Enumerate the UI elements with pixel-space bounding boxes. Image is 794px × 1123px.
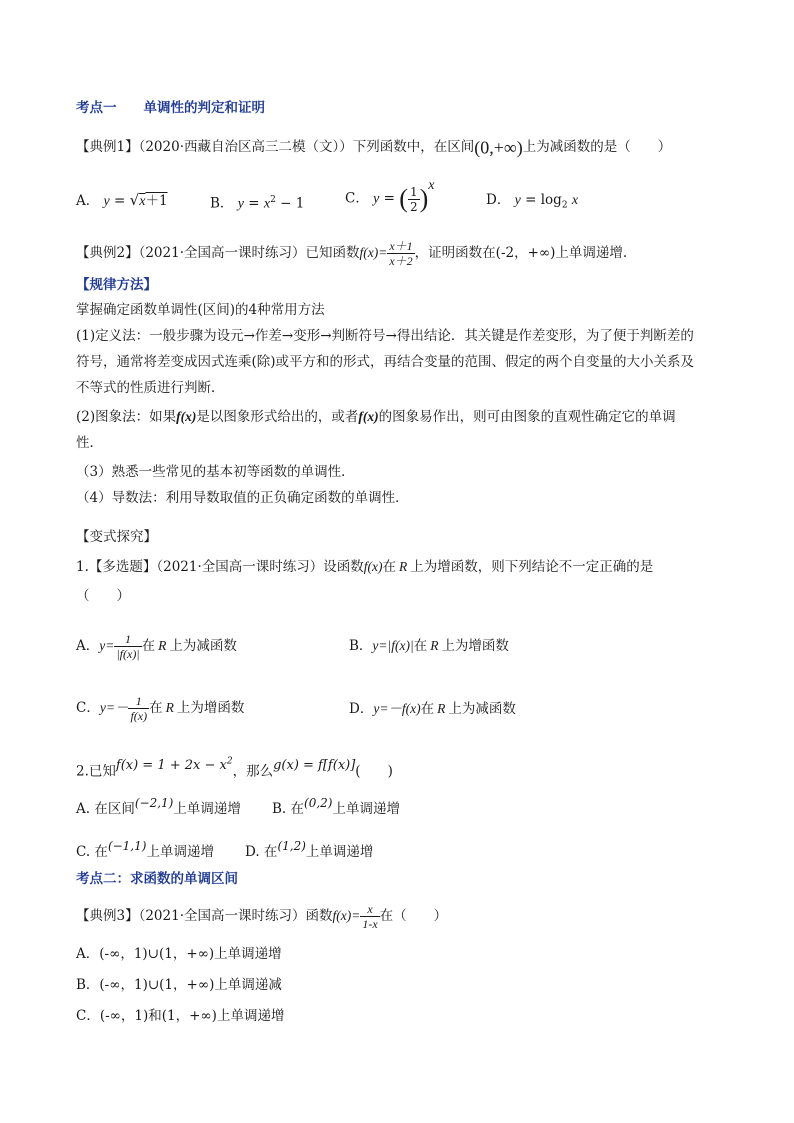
example-tag: 【典例1】 xyxy=(76,139,139,155)
method-p1-line3: 不等式的性质进行判断． xyxy=(76,380,225,396)
variant-q1-option-c[interactable]: C．y=－ $\frac{1}{f(x)}$ 在 R 上为增函数 xyxy=(76,694,245,723)
example-2-stem: 【典例2】（2021·全国高一课时练习）已知函数f(x)= $\frac{x+1}{x+2}$ ，证明函数在(-2，+∞)上单调递增. xyxy=(76,239,628,268)
example-1-stem: 【典例1】（2020·西藏自治区高三二模（文））下列函数中，在区间(0,+∞)上为减函数的是（ ） xyxy=(76,137,672,158)
method-heading: 【规律方法】 xyxy=(76,277,157,293)
section-title-1: 考点一 单调性的判定和证明 xyxy=(76,100,265,116)
variant-q1-option-d[interactable]: D．y=－f(x)在 R 上为减函数 xyxy=(349,701,516,717)
example-3-option-c[interactable]: C．(-∞，1)和(1，+∞)上单调递增 xyxy=(76,1008,285,1024)
method-p2-line1: (2)图象法：如果f(x)是以图象形式给出的，或者f(x)的图象易作出，则可由图象的直观性确定它的单调 xyxy=(76,409,676,425)
example-tag: 【典例3】 xyxy=(76,908,139,924)
variant-heading: 【变式探究】 xyxy=(76,529,157,545)
variant-q2-option-a[interactable]: A. 在区间(−2,1)上单调递增 xyxy=(76,796,241,817)
example-1-option-c[interactable]: C． y = ( $\frac{1}{2}$ )$^x$ xyxy=(345,178,435,214)
variant-q1-option-a[interactable]: A．y= $\frac{1}{|f(x)|}$ 在 R 上为减函数 xyxy=(76,632,237,661)
variant-q1-stem: 1.【多选题】（2021·全国高一课时练习）设函数f(x)在 R 上为增函数，则下列结论不一定正确的是 xyxy=(76,559,654,575)
example-1-option-a[interactable]: A． y = √x＋1 xyxy=(76,191,168,209)
example-3-option-b[interactable]: B．(-∞，1)∪(1，+∞)上单调递减 xyxy=(76,977,282,993)
example-1-option-b[interactable]: B． $y = x^2 - 1$ xyxy=(210,195,305,212)
example-3-option-a[interactable]: A．(-∞，1)∪(1，+∞)上单调递增 xyxy=(76,946,282,962)
variant-q1-paren: （ ） xyxy=(76,588,130,604)
variant-q2-stem: 2.已知$f(x) = 1 + 2x - x^2$，那么g(x) = f[f(x)]( ) xyxy=(76,757,393,780)
variant-q1-option-b[interactable]: B．y=|f(x)|在 R 上为增函数 xyxy=(349,638,509,654)
variant-q2-option-b[interactable]: B. 在(0,2)上单调递增 xyxy=(272,796,400,817)
method-p1-line2: 符号，通常将差变成因式连乘(除)或平方和的形式，再结合变量的范围、假定的两个自变量的大小关系及 xyxy=(76,354,695,370)
method-p2-line2: 性． xyxy=(76,435,103,451)
method-intro: 掌握确定函数单调性(区间)的4种常用方法 xyxy=(76,302,325,318)
example-1-option-d[interactable]: D． $y = \log_2 x$ xyxy=(486,192,579,211)
interval: (0,+∞) xyxy=(474,137,523,158)
example-3-stem: 【典例3】（2021·全国高一课时练习）函数f(x)= $\frac{x}{1-x}$ 在（ ） xyxy=(76,902,448,931)
variant-q2-option-c[interactable]: C. 在(−1,1)上单调递增 xyxy=(76,839,214,860)
variant-q2-option-d[interactable]: D. 在(1,2)上单调递增 xyxy=(245,839,374,860)
method-p1-line1: (1)定义法：一般步骤为设元→作差→变形→判断符号→得出结论．其关键是作差变形，为了便于判断差的 xyxy=(76,328,694,344)
method-p3: （3）熟悉一些常见的基本初等函数的单调性． xyxy=(76,464,355,480)
section-title-2: 考点二：求函数的单调区间 xyxy=(76,871,238,887)
method-p4: （4）导数法：利用导数取值的正负确定函数的单调性． xyxy=(76,490,409,506)
example-tag: 【典例2】 xyxy=(76,245,139,261)
